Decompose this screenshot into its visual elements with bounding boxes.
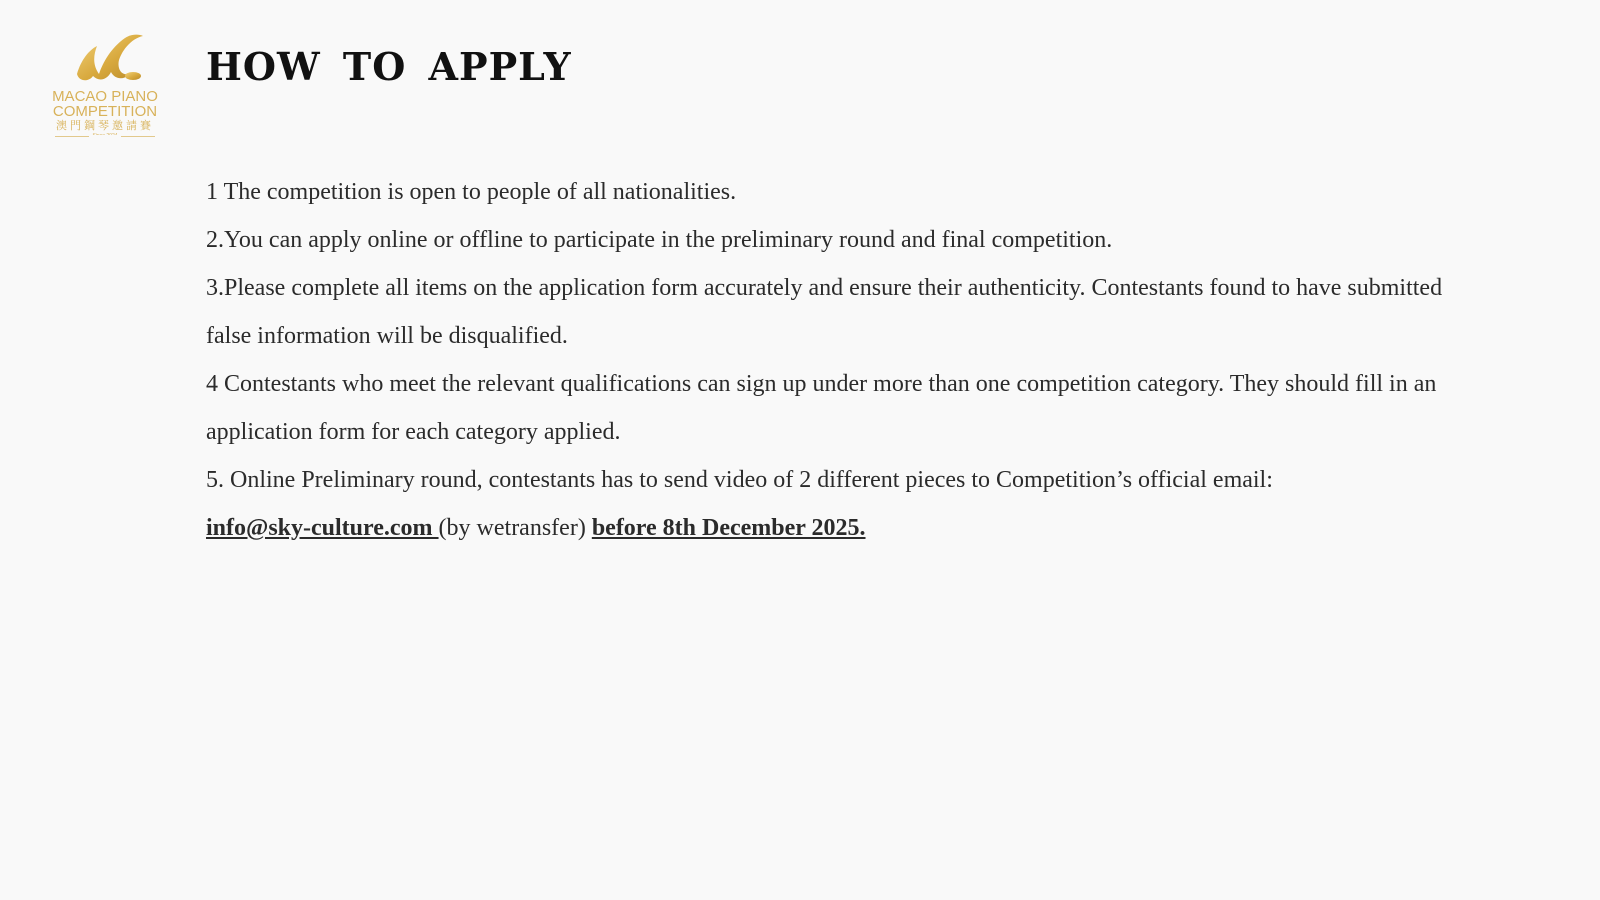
submission-details (206, 504, 1456, 552)
application-instructions (206, 168, 1456, 552)
page-title: HOW TO APPLY (206, 44, 572, 89)
email-link[interactable]: info@sky-culture.com (206, 515, 439, 541)
instruction-item-4: 4 Contestants who meet the relevant qualifications can sign up under more than one competition category. They should fill in an application form for each category applied. (206, 371, 1437, 445)
logo-text-line-2: COMPETITION (52, 103, 158, 120)
instruction-item-5: 5. Online Preliminary round, contestants has to send video of 2 different pieces to Competition’s official email: (206, 467, 1273, 493)
competition-logo (52, 30, 158, 142)
logo-text-line-1: MACAO PIANO (52, 88, 158, 105)
deadline-text: before 8th December 2025. (591, 515, 866, 541)
instruction-item-3: 3.Please complete all items on the application form accurately and ensure their authenticity. Contestants found to have submitted false information will be disqualified. (206, 275, 1443, 349)
instruction-item-2: 2.You can apply online or offline to participate in the preliminary round and final competition. (206, 227, 1113, 253)
instruction-item-1: 1 The competition is open to people of all nationalities. (206, 179, 737, 205)
submission-method: (by wetransfer) (438, 515, 586, 541)
logo-divider (55, 136, 155, 137)
logo-m-icon (63, 30, 147, 86)
logo-text-chinese: 澳門鋼琴邀請賽 (56, 120, 154, 132)
